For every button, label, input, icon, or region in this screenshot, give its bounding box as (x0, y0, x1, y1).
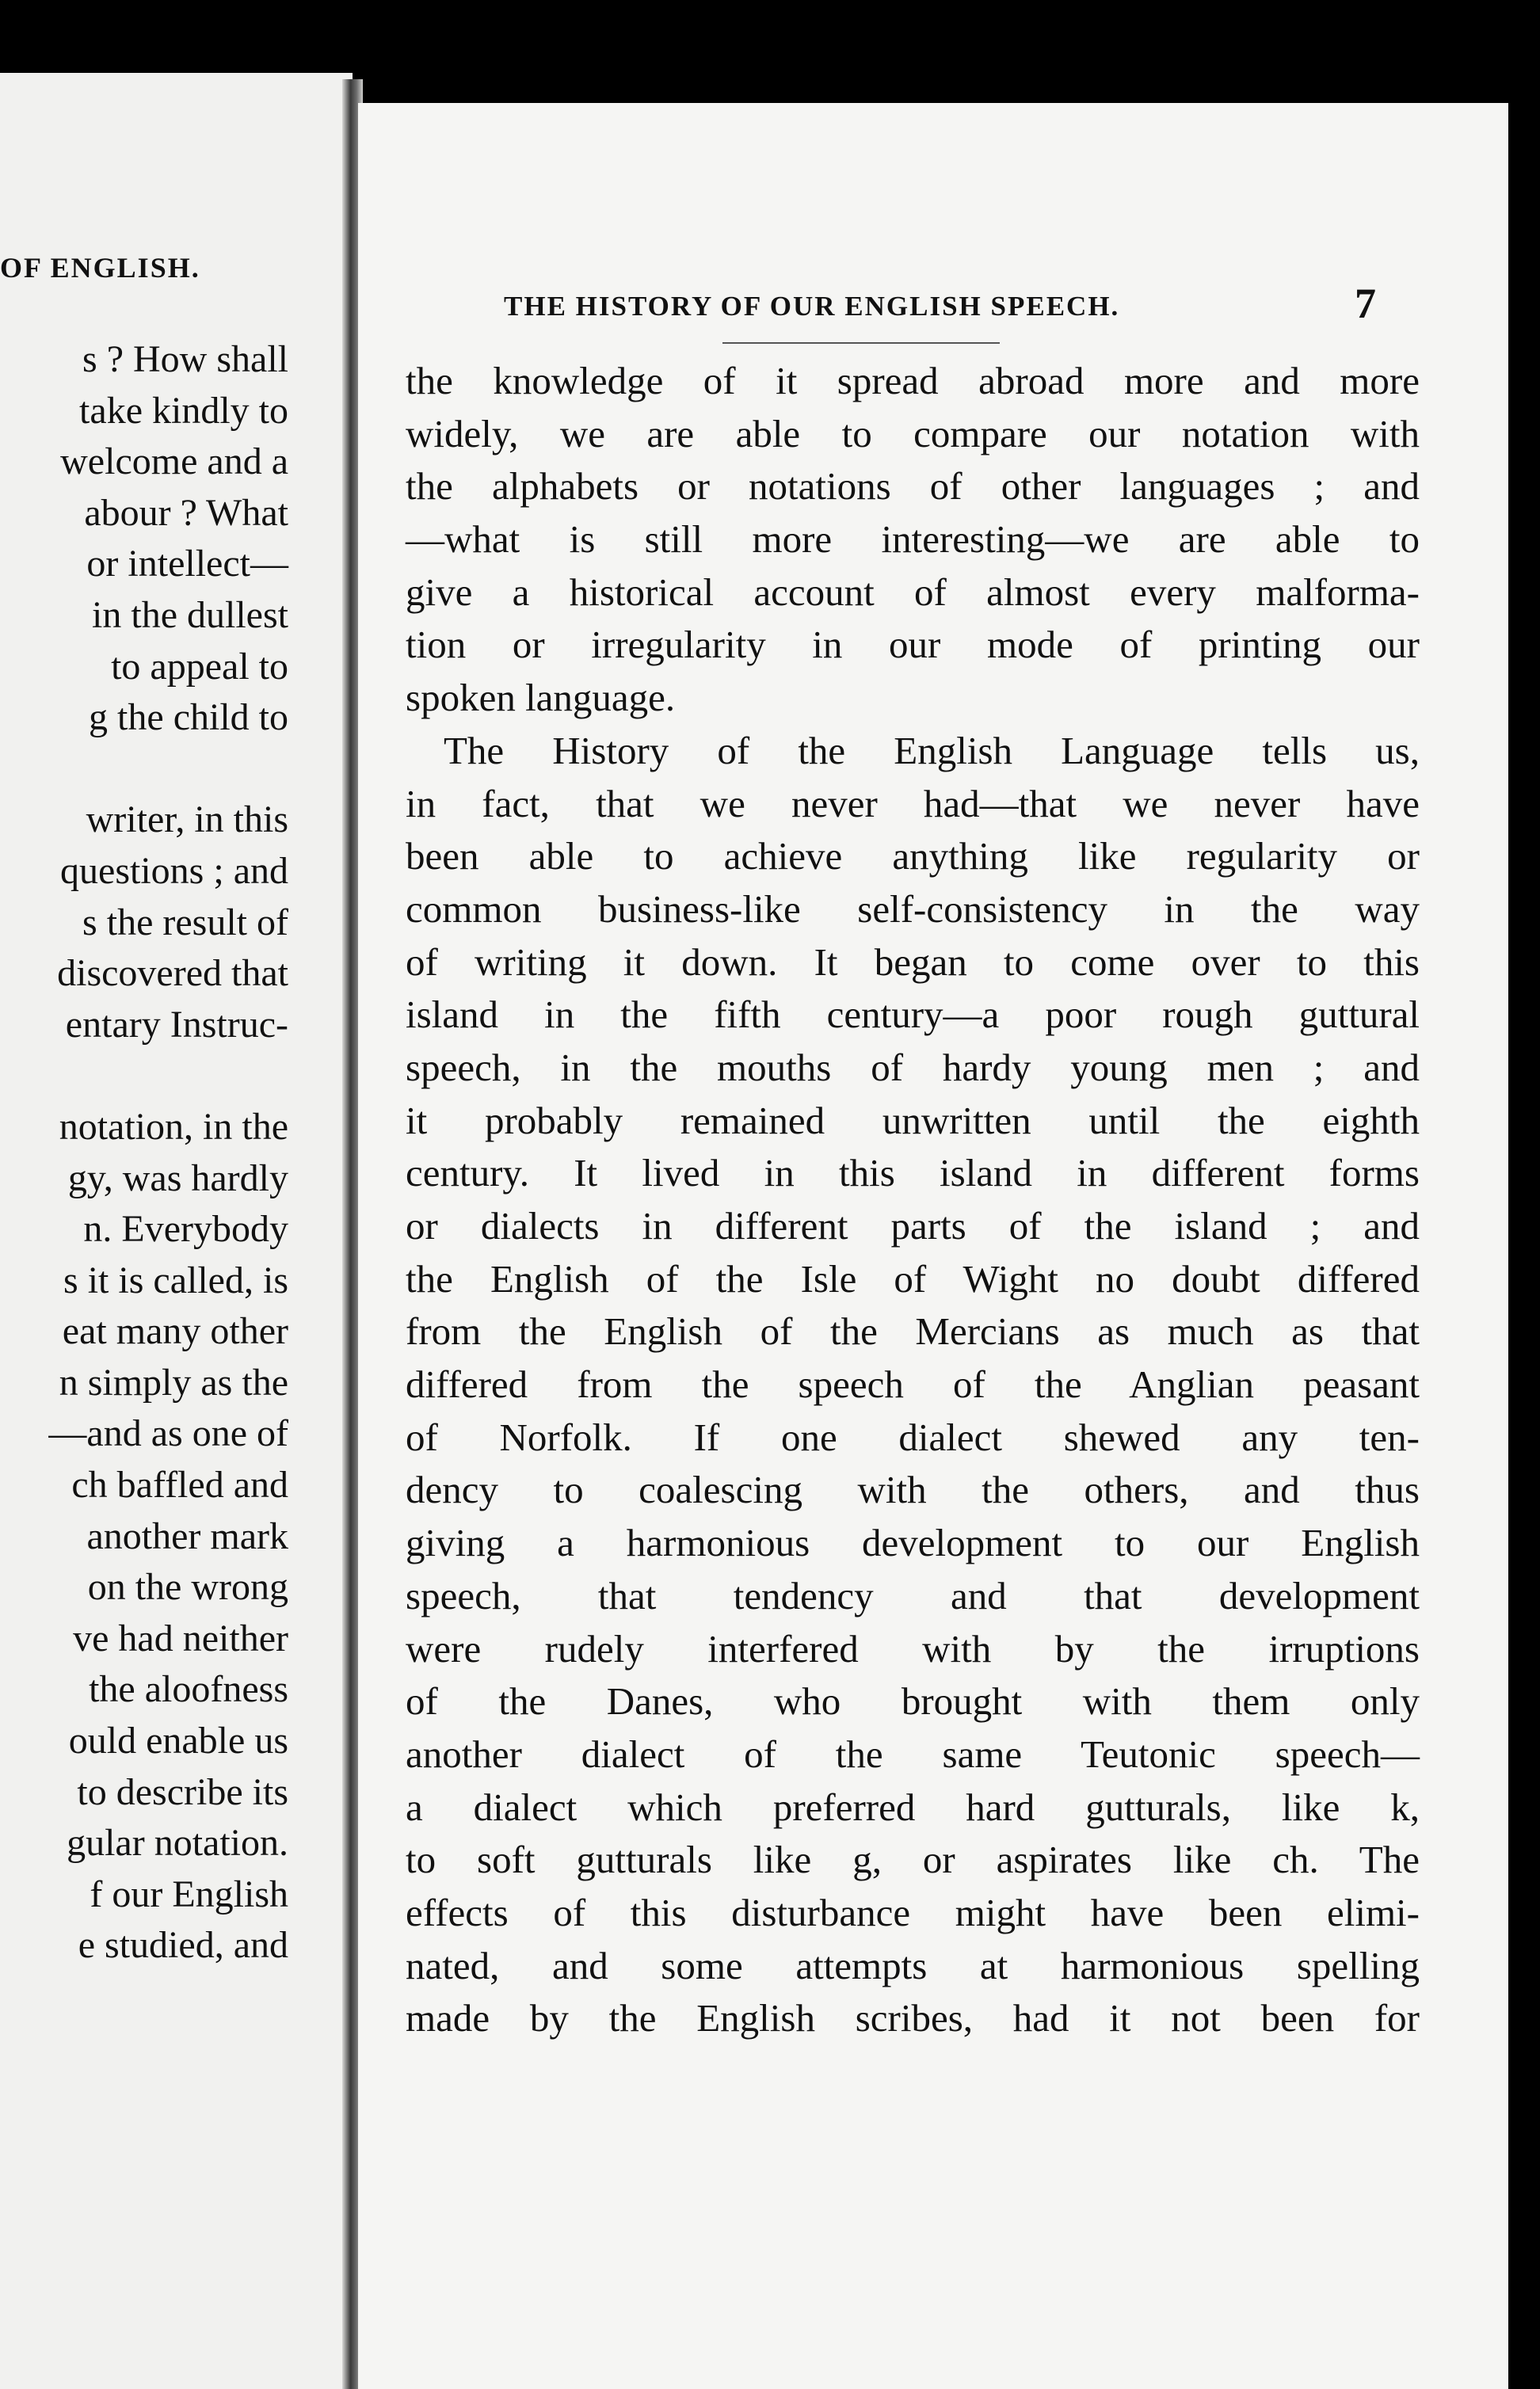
previous-page-line: ve had neither (73, 1617, 288, 1659)
body-line: common business-like self-consistency in the way (406, 886, 1420, 931)
body-line: or dialects in different parts of the island ; and (406, 1204, 1420, 1248)
body-line: to soft gutturals like g, or aspirates like ch. The (406, 1838, 1420, 1882)
page-number: 7 (1355, 280, 1376, 327)
previous-page-line: questions ; and (60, 849, 288, 892)
previous-page-line: the aloofness (89, 1668, 288, 1711)
previous-page-line: on the wrong (87, 1566, 288, 1609)
previous-page-line: entary Instruc- (65, 1003, 288, 1046)
previous-page-line: —and as one of (48, 1412, 288, 1455)
body-line: of the Danes, who brought with them only (406, 1679, 1420, 1724)
body-line: made by the English scribes, had it not been for (406, 1996, 1420, 2040)
previous-page-line: gy, was hardly (67, 1156, 288, 1199)
body-line: tion or irregularity in our mode of printing our (406, 623, 1420, 667)
body-line: it probably remained unwritten until the eighth (406, 1098, 1420, 1142)
previous-page-line: to describe its (77, 1770, 288, 1813)
previous-page-line (0, 1050, 288, 1102)
body-line: island in the fifth century—a poor rough guttural (406, 993, 1420, 1037)
body-line: give a historical account of almost every malforma- (406, 570, 1420, 614)
previous-page (0, 73, 353, 2389)
previous-page-line: ch baffled and (71, 1464, 288, 1507)
body-line: spoken language. (406, 676, 676, 720)
previous-page-line: another mark (86, 1515, 288, 1557)
body-line: were rudely interfered with by the irruptions (406, 1626, 1420, 1671)
body-line: giving a harmonious development to our English (406, 1521, 1420, 1565)
body-line: the English of the Isle of Wight no doubt differed (406, 1256, 1420, 1301)
previous-page-line: gular notation. (67, 1822, 288, 1865)
previous-page-line: or intellect— (86, 543, 288, 585)
previous-page-running-head: OF ENGLISH. (0, 252, 200, 284)
body-line: the knowledge of it spread abroad more and more (406, 359, 1420, 402)
body-line: of Norfolk. If one dialect shewed any ten- (406, 1415, 1420, 1459)
body-line: widely, we are able to compare our notation with (406, 411, 1420, 455)
previous-page-line: s ? How shall (82, 338, 288, 380)
previous-page-line: f our English (90, 1873, 288, 1915)
body-line: dency to coalescing with the others, and thus (406, 1468, 1420, 1512)
previous-page-line: welcome and a (60, 440, 288, 483)
running-head: THE HISTORY OF OUR ENGLISH SPEECH. (504, 291, 1120, 322)
previous-page-line: g the child to (89, 696, 288, 739)
body-line: the alphabets or notations of other languages ; and (406, 464, 1420, 509)
body-line: another dialect of the same Teutonic speech— (406, 1732, 1420, 1776)
body-text (406, 355, 1420, 2045)
previous-page-line (0, 744, 288, 795)
previous-page-line: n simply as the (59, 1361, 288, 1404)
body-line: from the English of the Mercians as much as that (406, 1309, 1420, 1354)
body-line: —what is still more interesting—we are able to (406, 517, 1420, 562)
previous-page-line: discovered that (57, 952, 288, 995)
body-line: century. It lived in this island in different forms (406, 1151, 1420, 1195)
previous-page-line: to appeal to (111, 645, 288, 688)
previous-page-line: notation, in the (59, 1105, 288, 1148)
previous-page-line: writer, in this (86, 798, 288, 841)
body-line: of writing it down. It began to come over to this (406, 939, 1420, 984)
body-line: speech, that tendency and that development (406, 1573, 1420, 1617)
previous-page-line: n. Everybody (83, 1208, 288, 1251)
current-page (358, 103, 1508, 2389)
header-rule (722, 342, 1000, 344)
body-line: differed from the speech of the Anglian peasant (406, 1362, 1420, 1407)
body-line: effects of this disturbance might have been elimi- (406, 1890, 1420, 1934)
body-line: been able to achieve anything like regularity or (406, 834, 1420, 878)
body-line: nated, and some attempts at harmonious spelling (406, 1943, 1420, 1987)
body-line: speech, in the mouths of hardy young men ; and (406, 1045, 1420, 1089)
previous-page-line: eat many other (62, 1310, 288, 1353)
previous-page-line: ould enable us (68, 1720, 288, 1762)
previous-page-line: s the result of (82, 901, 288, 943)
previous-page-line: e studied, and (78, 1924, 288, 1967)
body-line: in fact, that we never had—that we never have (406, 781, 1420, 825)
previous-page-line: take kindly to (79, 389, 288, 432)
previous-page-line: abour ? What (84, 491, 288, 534)
body-line: a dialect which preferred hard gutturals, like k, (406, 1785, 1420, 1829)
previous-page-text (0, 334, 288, 1972)
previous-page-line: s it is called, is (63, 1259, 288, 1301)
body-line: The History of the English Language tells us, (444, 728, 1420, 772)
previous-page-line: in the dullest (92, 593, 288, 636)
